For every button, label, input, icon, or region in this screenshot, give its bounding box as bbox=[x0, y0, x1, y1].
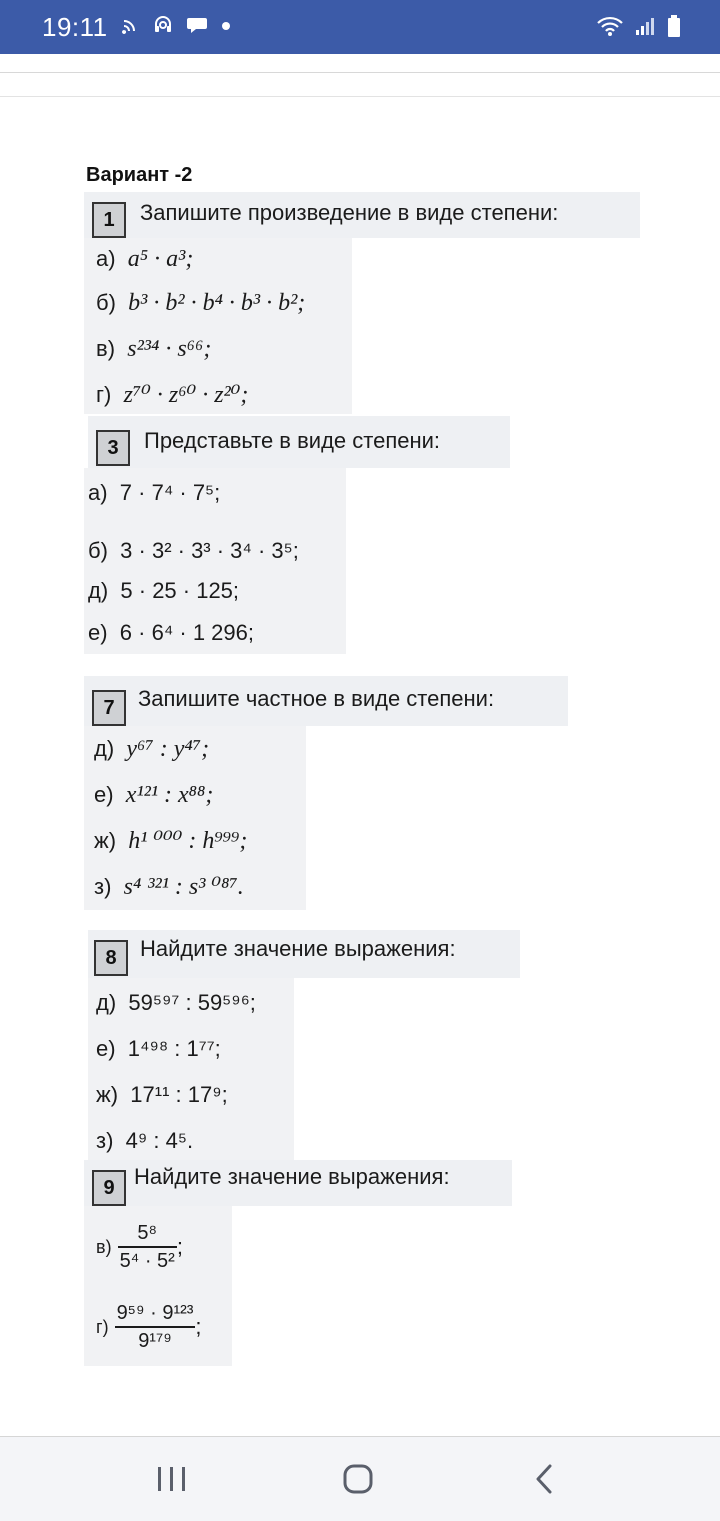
fraction: $\frac{\text{9⁵⁹ · 9¹²³}}{\text{9¹⁷⁹}}$ bbox=[116, 1302, 194, 1352]
list-item: д) y⁶⁷ : y⁴⁷; bbox=[94, 736, 210, 762]
task-8-body bbox=[88, 978, 294, 1160]
list-item: ж) h¹ ⁰⁰⁰ : h⁹⁹⁹; bbox=[94, 828, 248, 854]
task-heading: Найдите значение выражения: bbox=[134, 1164, 450, 1189]
task-1-header bbox=[84, 192, 640, 238]
task-7-header bbox=[84, 676, 568, 726]
list-item: е) 6 · 6⁴ · 1 296; bbox=[88, 620, 254, 645]
list-item: в) $\frac{\text{5⁸}}{\text{5⁴ · 5²}}$ ; bbox=[96, 1222, 183, 1272]
task-9-header bbox=[84, 1160, 512, 1206]
home-icon[interactable] bbox=[338, 1461, 378, 1497]
list-item: е) 1⁴⁹⁸ : 1⁷⁷; bbox=[96, 1036, 221, 1061]
task-7-body bbox=[84, 726, 306, 910]
task-heading: Запишите произведение в виде степени: bbox=[140, 200, 559, 225]
variant-title: Вариант -2 bbox=[86, 164, 193, 186]
task-3-header bbox=[88, 416, 510, 468]
recent-apps-icon[interactable] bbox=[152, 1461, 192, 1497]
list-item: з) s⁴ ³²¹ : s³ ⁰⁸⁷. bbox=[94, 874, 244, 900]
list-item: б) 3 · 3² · 3³ · 3⁴ · 3⁵; bbox=[88, 538, 299, 563]
task-number-badge: 8 bbox=[94, 940, 128, 976]
task-heading: Представьте в виде степени: bbox=[144, 428, 441, 453]
status-time: 19:11 bbox=[42, 12, 108, 42]
back-icon[interactable] bbox=[526, 1461, 566, 1497]
task-8-header bbox=[88, 930, 520, 978]
task-3-body bbox=[84, 468, 346, 654]
task-9-body bbox=[84, 1206, 232, 1366]
fraction: $\frac{\text{5⁸}}{\text{5⁴ · 5²}}$ bbox=[119, 1222, 175, 1272]
list-item: а) a⁵ · a³; bbox=[96, 246, 194, 272]
task-heading: Запишите частное в виде степени: bbox=[138, 686, 495, 711]
list-item: д) 5 · 25 · 125; bbox=[88, 578, 240, 603]
navigation-bar bbox=[0, 1436, 720, 1521]
list-item: ж) 17¹¹ : 17⁹; bbox=[96, 1082, 228, 1107]
task-number-badge: 3 bbox=[96, 430, 130, 466]
list-item: г) $\frac{\text{9⁵⁹ · 9¹²³}}{\text{9¹⁷⁹}}$ ; bbox=[96, 1302, 202, 1352]
list-item: г) z⁷⁰ · z⁶⁰ · z²⁰; bbox=[96, 382, 249, 408]
list-item: в) s²³⁴ · s⁶⁶; bbox=[96, 336, 212, 362]
task-number-badge: 1 bbox=[92, 202, 126, 238]
task-number-badge: 7 bbox=[92, 690, 126, 726]
task-heading: Найдите значение выражения: bbox=[140, 936, 456, 961]
list-item: б) b³ · b² · b⁴ · b³ · b²; bbox=[96, 290, 306, 316]
list-item: е) x¹²¹ : x⁸⁸; bbox=[94, 782, 214, 808]
task-1-body bbox=[84, 238, 352, 414]
task-number-badge: 9 bbox=[92, 1170, 126, 1206]
list-item: з) 4⁹ : 4⁵. bbox=[96, 1128, 194, 1153]
list-item: д) 59⁵⁹⁷ : 59⁵⁹⁶; bbox=[96, 990, 256, 1015]
list-item: а) 7 · 7⁴ · 7⁵; bbox=[88, 480, 221, 505]
